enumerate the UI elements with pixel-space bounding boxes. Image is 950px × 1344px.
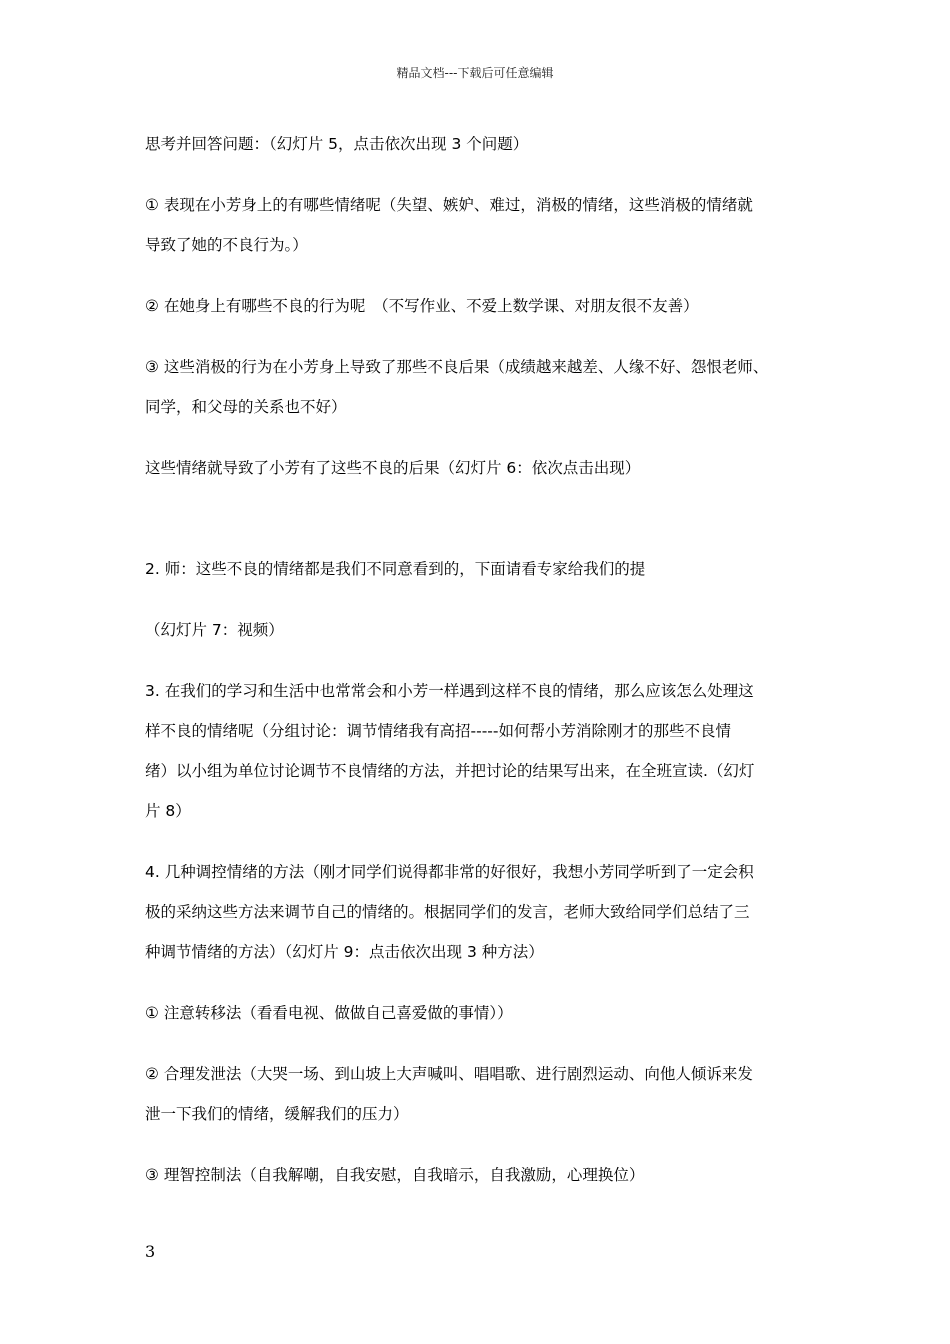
paragraph-question-3 bbox=[145, 347, 820, 427]
paragraph-question-2 bbox=[145, 286, 820, 326]
text-line: 这些情绪就导致了小芳有了这些不良的后果（幻灯片 6：依次点击出现） bbox=[145, 459, 641, 477]
text-line: 片 8） bbox=[145, 802, 191, 820]
paragraph-consequences bbox=[145, 448, 820, 488]
paragraph-slide-7 bbox=[145, 610, 820, 650]
text-line: 2. 师：这些不良的情绪都是我们不同意看到的，下面请看专家给我们的提 bbox=[145, 560, 646, 578]
text-line: 3. 在我们的学习和生活中也常常会和小芳一样遇到这样不良的情绪，那么应该怎么处理这 bbox=[145, 682, 754, 700]
text-line: 种调节情绪的方法）（幻灯片 9：点击依次出现 3 种方法） bbox=[145, 943, 544, 961]
text-line: 极的采纳这些方法来调节自己的情绪的。根据同学们的发言，老师大致给同学们总结了三 bbox=[145, 903, 750, 921]
paragraph-step-3 bbox=[145, 671, 820, 831]
page-header: 精品文档---下载后可任意编辑 bbox=[396, 66, 554, 80]
page-number: 3 bbox=[145, 1242, 156, 1261]
text-line: ① 注意转移法（看看电视、做做自己喜爱做的事情）） bbox=[145, 1004, 513, 1022]
paragraph-step-2 bbox=[145, 549, 820, 589]
text-line: 样不良的情绪呢（分组讨论：调节情绪我有高招-----如何帮小芳消除刚才的那些不良情 bbox=[145, 722, 731, 740]
paragraph-step-4 bbox=[145, 852, 820, 972]
text-line: ③ 这些消极的行为在小芳身上导致了那些不良后果（成绩越来越差、人缘不好、怨恨老师、 bbox=[145, 358, 769, 376]
text-line: 泄一下我们的情绪，缓解我们的压力） bbox=[145, 1105, 409, 1123]
text-line: 同学，和父母的关系也不好） bbox=[145, 398, 347, 416]
text-line: ② 在她身上有哪些不良的行为呢 （不写作业、不爱上数学课、对朋友很不友善） bbox=[145, 297, 699, 315]
text-line: 思考并回答问题：（幻灯片 5，点击依次出现 3 个问题） bbox=[145, 135, 529, 153]
paragraph-questions-intro bbox=[145, 124, 820, 164]
document-body bbox=[145, 124, 820, 1195]
text-line: 绪）以小组为单位讨论调节不良情绪的方法，并把讨论的结果写出来，在全班宣读.（幻灯 bbox=[145, 762, 755, 780]
paragraph-method-2 bbox=[145, 1054, 820, 1134]
text-line: （幻灯片 7：视频） bbox=[145, 621, 284, 639]
paragraph-question-1 bbox=[145, 185, 820, 265]
paragraph-method-3 bbox=[145, 1155, 820, 1195]
text-line: ③ 理智控制法（自我解嘲，自我安慰，自我暗示，自我激励，心理换位） bbox=[145, 1166, 645, 1184]
text-line: 导致了她的不良行为。） bbox=[145, 236, 308, 254]
text-line: ① 表现在小芳身上的有哪些情绪呢（失望、嫉妒、难过，消极的情绪，这些消极的情绪就 bbox=[145, 196, 753, 214]
text-line: 4. 几种调控情绪的方法（刚才同学们说得都非常的好很好，我想小芳同学听到了一定会积 bbox=[145, 863, 754, 881]
paragraph-method-1 bbox=[145, 993, 820, 1033]
text-line: ② 合理发泄法（大哭一场、到山坡上大声喊叫、唱唱歌、进行剧烈运动、向他人倾诉来发 bbox=[145, 1065, 753, 1083]
